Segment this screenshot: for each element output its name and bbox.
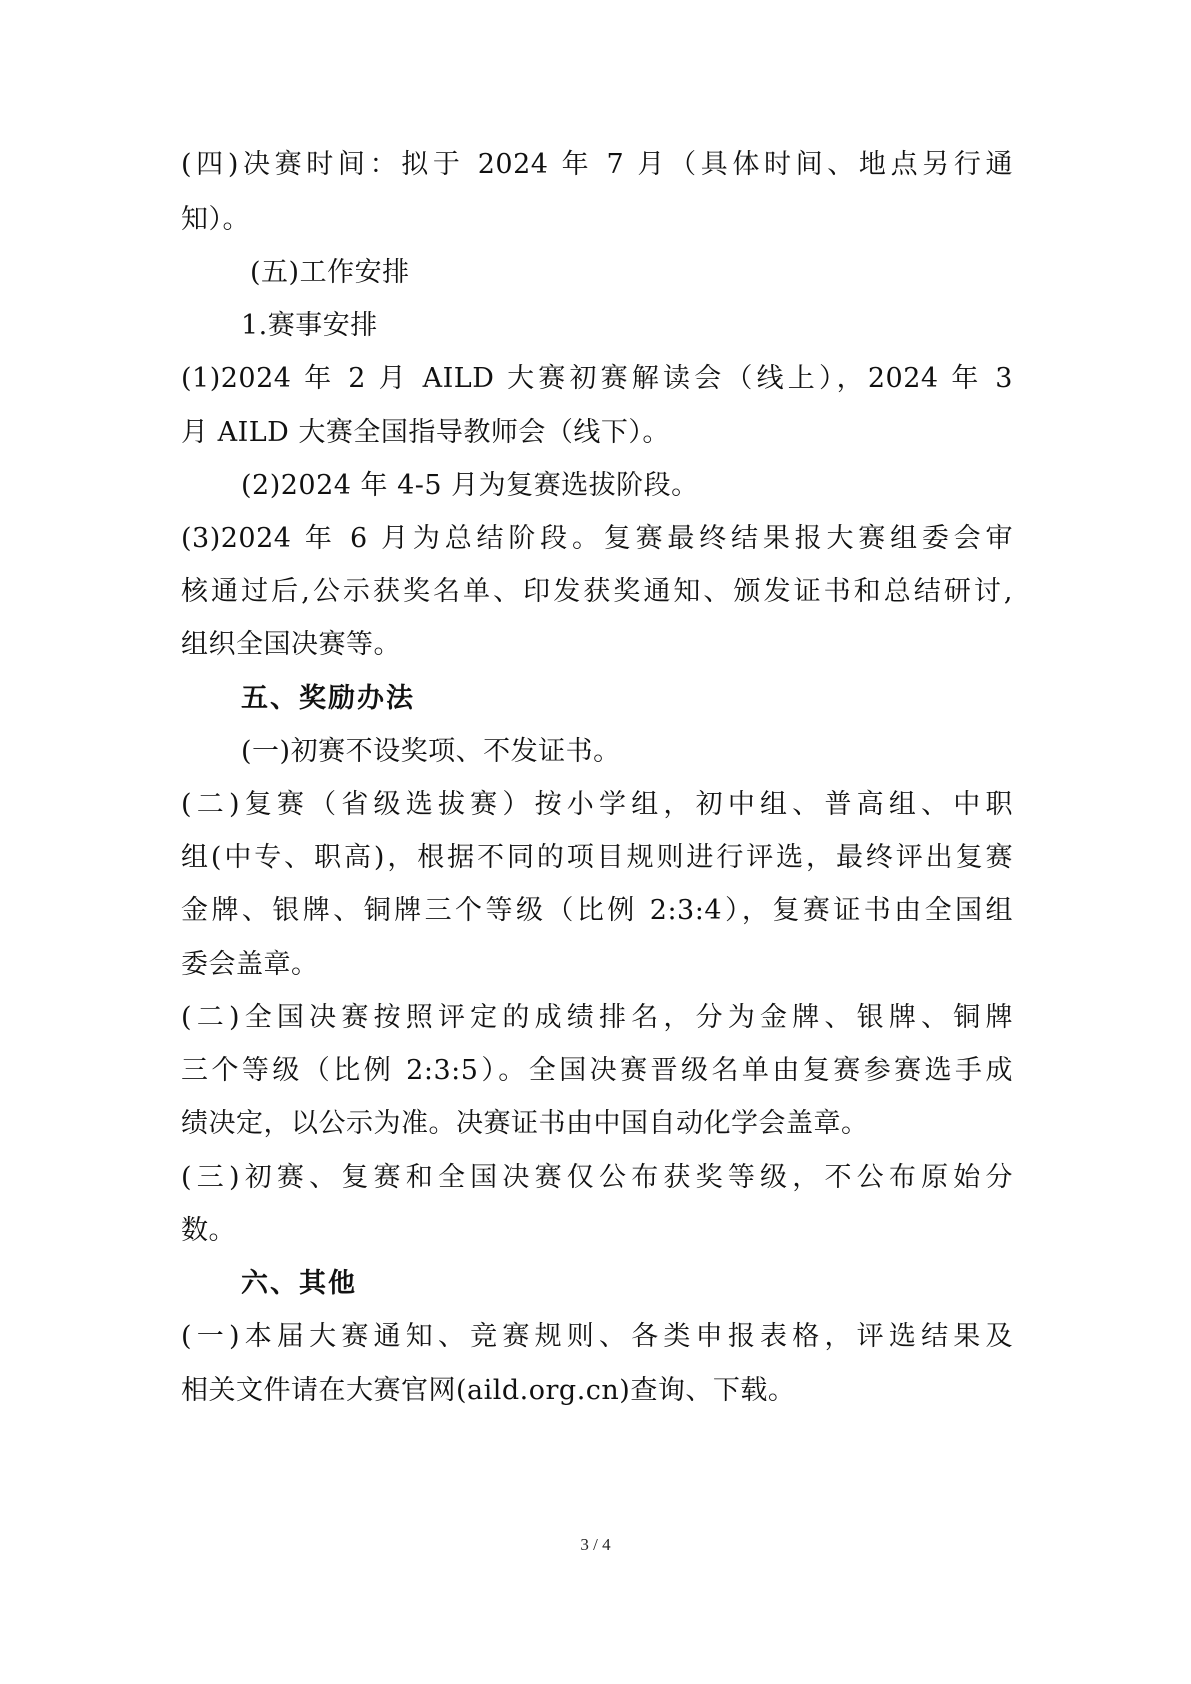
paragraph-item3-line3: 组织全国决赛等。 — [181, 629, 401, 660]
heading-other: 六、其他 — [241, 1268, 357, 1299]
paragraph-reward4-line2: 数。 — [181, 1215, 236, 1246]
paragraph-item3-line2: 核通过后,公示获奖名单、印发获奖通知、颁发证书和总结研讨, — [181, 576, 1013, 607]
paragraph-other1-line2: 相关文件请在大赛官网(aild.org.cn)查询、下载。 — [181, 1375, 796, 1406]
paragraph-reward2-line1: (二)复赛（省级选拔赛）按小学组，初中组、普高组、中职 — [181, 789, 1013, 820]
paragraph-other1-line1: (一)本届大赛通知、竞赛规则、各类申报表格，评选结果及 — [181, 1321, 1013, 1352]
page-number: 3 / 4 — [580, 1535, 611, 1554]
paragraph-final-time-line1: (四)决赛时间：拟于 2024 年 7 月（具体时间、地点另行通 — [181, 149, 1013, 180]
paragraph-item1-line1: (1)2024 年 2 月 AILD 大赛初赛解读会（线上），2024 年 3 — [181, 363, 1013, 394]
heading-rewards: 五、奖励办法 — [241, 683, 415, 714]
paragraph-final-time-line2: 知）。 — [181, 204, 250, 235]
paragraph-reward2-line3: 金牌、银牌、铜牌三个等级（比例 2:3:4），复赛证书由全国组 — [181, 895, 1013, 926]
paragraph-reward3-line2: 三个等级（比例 2:3:5）。全国决赛晋级名单由复赛参赛选手成 — [181, 1055, 1013, 1086]
paragraph-reward2-line4: 委会盖章。 — [181, 949, 319, 980]
paragraph-reward4-line1: (三)初赛、复赛和全国决赛仅公布获奖等级，不公布原始分 — [181, 1162, 1013, 1193]
subsection-event-arrangement: 1.赛事安排 — [241, 310, 378, 341]
paragraph-reward3-line3: 绩决定，以公示为准。决赛证书由中国自动化学会盖章。 — [181, 1108, 869, 1139]
paragraph-reward2-line2: 组(中专、职高)，根据不同的项目规则进行评选，最终评出复赛 — [181, 842, 1013, 873]
paragraph-reward3-line1: (二)全国决赛按照评定的成绩排名，分为金牌、银牌、铜牌 — [181, 1002, 1013, 1033]
paragraph-item1-line2: 月 AILD 大赛全国指导教师会（线下）。 — [181, 417, 670, 448]
section-work-arrangement: (五)工作安排 — [250, 257, 410, 288]
paragraph-reward1: (一)初赛不设奖项、不发证书。 — [241, 736, 621, 767]
paragraph-item2: (2)2024 年 4-5 月为复赛选拔阶段。 — [241, 470, 699, 501]
paragraph-item3-line1: (3)2024 年 6 月为总结阶段。复赛最终结果报大赛组委会审 — [181, 523, 1013, 554]
